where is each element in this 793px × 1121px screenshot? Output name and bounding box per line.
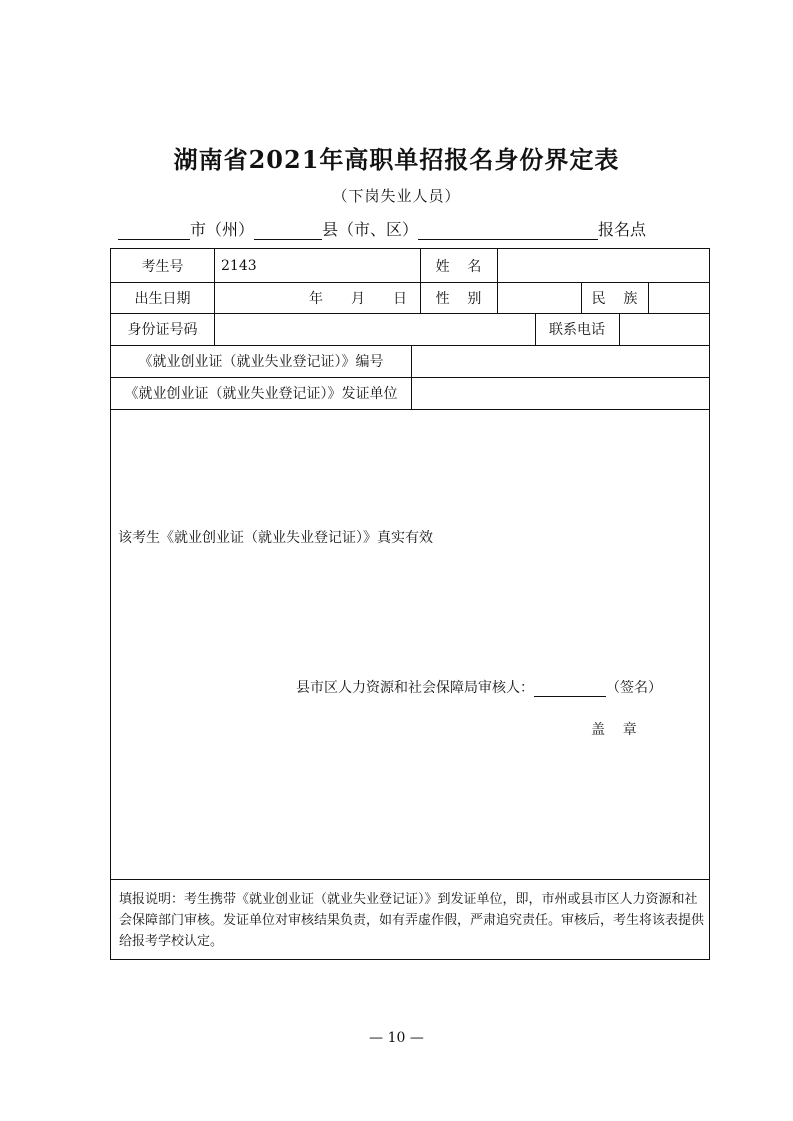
- cert-no-label: 《就业创业证（就业失业登记证）》编号: [138, 354, 384, 370]
- dob-month: 月: [351, 290, 365, 307]
- cert-issuer-label: 《就业创业证（就业失业登记证）》发证单位: [124, 386, 398, 402]
- county-blank[interactable]: [254, 223, 322, 240]
- exam-no-label: 考生号: [141, 258, 184, 275]
- id-field[interactable]: [214, 313, 535, 345]
- sign-label: （签名）: [606, 680, 662, 696]
- dob-label: 出生日期: [134, 290, 191, 307]
- cert-issuer-field[interactable]: [411, 377, 711, 409]
- page-number: — 10 —: [369, 1030, 424, 1046]
- city-label: 市（州）: [190, 220, 255, 239]
- dob-day: 日: [393, 290, 407, 307]
- page-subtitle: （下岗失业人员）: [332, 187, 461, 205]
- verification-statement: 该考生《就业创业证（就业失业登记证）》真实有效: [118, 530, 433, 546]
- dob-year: 年: [309, 290, 323, 307]
- page-title: 湖南省2021年高职单招报名身份界定表: [173, 145, 620, 174]
- reviewer-label: 县市区人力资源和社会保障局审核人：: [296, 680, 534, 696]
- seal-label: 盖 章: [591, 722, 637, 738]
- phone-field[interactable]: [619, 313, 711, 345]
- point-label: 报名点: [598, 220, 647, 239]
- gender-field[interactable]: [497, 282, 581, 313]
- reviewer-signature-blank[interactable]: [534, 680, 606, 697]
- name-field[interactable]: [497, 249, 711, 282]
- city-blank[interactable]: [118, 223, 190, 240]
- point-blank[interactable]: [418, 223, 598, 240]
- identity-form-table: [110, 248, 710, 960]
- county-label: 县（市、区）: [322, 220, 419, 239]
- location-row: [118, 217, 646, 240]
- fill-instructions: 填报说明：考生携带《就业创业证（就业失业登记证）》到发证单位，即，市州或县市区人力资源和社会保障部门审核。发证单位对审核结果负责，如有弄虚作假，严肃追究责任。审核后，考生将该表提供给报考学校认定。: [119, 892, 705, 949]
- reviewer-line: [296, 677, 662, 697]
- cert-no-field[interactable]: [411, 345, 711, 377]
- phone-label: 联系电话: [549, 322, 605, 338]
- name-label: 姓 名: [435, 258, 482, 275]
- gender-label: 性 别: [435, 290, 482, 307]
- ethnicity-label: 民 族: [591, 290, 638, 307]
- ethnicity-field[interactable]: [648, 282, 711, 313]
- id-label: 身份证号码: [127, 322, 198, 338]
- exam-no-field[interactable]: 2143: [221, 257, 257, 274]
- dob-field[interactable]: [214, 282, 420, 313]
